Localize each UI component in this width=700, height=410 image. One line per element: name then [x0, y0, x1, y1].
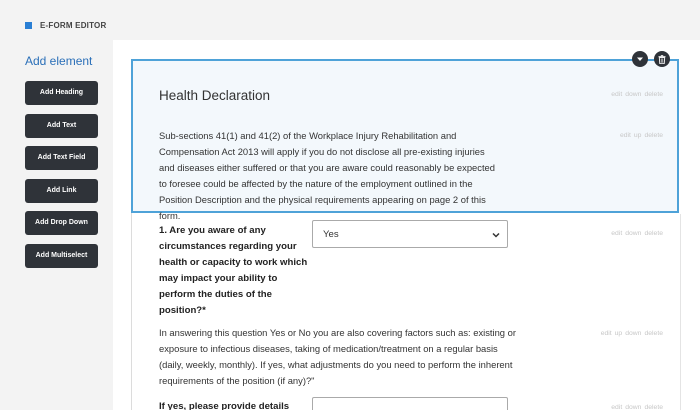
- delete-link[interactable]: delete: [644, 91, 663, 98]
- down-link[interactable]: down: [625, 230, 642, 237]
- sidebar-heading: Add element: [25, 54, 93, 68]
- delete-link[interactable]: delete: [644, 230, 663, 237]
- question1-selected-value: Yes: [323, 228, 339, 240]
- down-link[interactable]: down: [625, 330, 642, 337]
- header: [25, 18, 106, 32]
- heading-actions: [608, 91, 663, 98]
- page-title: E-FORM EDITOR: [40, 20, 107, 30]
- down-link[interactable]: down: [625, 404, 642, 410]
- question1-actions: [608, 230, 663, 237]
- add-drop-down-button[interactable]: Add Drop Down: [25, 211, 98, 235]
- delete-link[interactable]: delete: [644, 132, 663, 139]
- delete-link[interactable]: delete: [644, 330, 663, 337]
- question2-label: If yes, please provide details: [159, 401, 290, 410]
- up-link[interactable]: up: [633, 132, 642, 139]
- edit-link[interactable]: edit: [611, 91, 623, 98]
- paragraph2-actions: [598, 330, 663, 337]
- up-link[interactable]: up: [614, 330, 623, 337]
- sidebar: [25, 54, 113, 276]
- details-input[interactable]: [312, 397, 508, 410]
- chevron-down-icon: [491, 230, 501, 240]
- move-down-control[interactable]: [632, 51, 648, 67]
- block-divider: [131, 213, 132, 410]
- block-divider-right: [680, 214, 681, 410]
- add-text-button[interactable]: Add Text: [25, 114, 98, 138]
- add-link-button[interactable]: Add Link: [25, 179, 98, 203]
- brand-square-icon: [25, 22, 32, 29]
- add-heading-button[interactable]: Add Heading: [25, 81, 98, 105]
- paragraph-actions: [617, 132, 663, 139]
- trash-icon: [658, 55, 666, 64]
- guidance-paragraph[interactable]: In answering this question Yes or No you are also covering factors such as: existing or exposure to infectious diseases, taking of medication/treatment on a regular basis (daily, weekly, monthly). If yes, what adjustments do you need to perform the inherent requirements of the position (if any)?": [159, 327, 516, 386]
- question1-label: 1. Are you aware of any circumstances regarding your health or capacity to work which may impact your ability to perform the duties of the position?*: [159, 225, 308, 316]
- add-multiselect-button[interactable]: Add Multiselect: [25, 244, 98, 268]
- disclosure-paragraph[interactable]: Sub-sections 41(1) and 41(2) of the Workplace Injury Rehabilitation and Compensation Act 2013 will apply if you do not disclose all pre-existing injuries and diseases either suffered or that you are aware could reasonably be expected to foresee could be affected by the nature of the employment outlined in the Position Description and the physical requirements appearing on page 2 of this form.: [159, 130, 495, 221]
- delete-link[interactable]: delete: [644, 404, 663, 410]
- edit-link[interactable]: edit: [619, 132, 631, 139]
- edit-link[interactable]: edit: [611, 230, 623, 237]
- delete-control[interactable]: [654, 51, 670, 67]
- edit-link[interactable]: edit: [611, 404, 623, 410]
- edit-link[interactable]: edit: [600, 330, 612, 337]
- question1-select[interactable]: [312, 220, 508, 248]
- down-link[interactable]: down: [625, 91, 642, 98]
- add-text-field-button[interactable]: Add Text Field: [25, 146, 98, 170]
- question2-actions: [608, 404, 663, 410]
- caret-down-icon: [636, 55, 644, 63]
- form-heading[interactable]: Health Declaration: [159, 88, 271, 103]
